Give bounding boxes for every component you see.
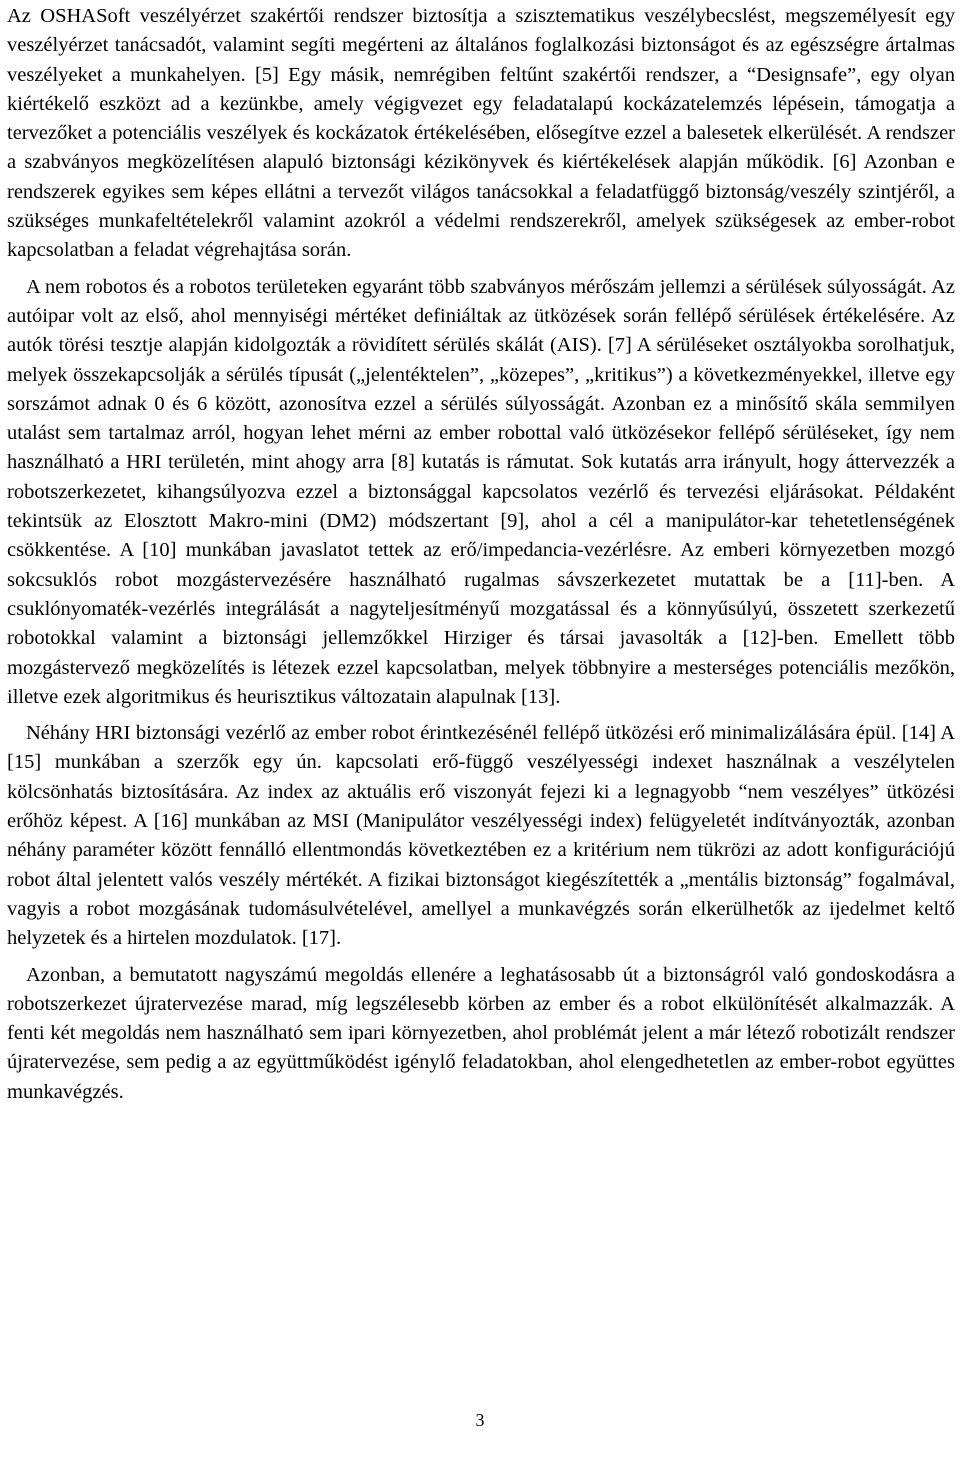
body-text [7, 2, 955, 1107]
page-number: 3 [475, 1410, 485, 1430]
paragraph-injury-metrics: A nem robotos és a robotos területeken egyaránt több szabványos mérőszám jellemzi a sérülések súlyosságát. Az autóipar volt az első, ahol mennyiségi mértéket definiáltak az ütközések során fellépő sérülések értékelésére. Az autók törési tesztje alapján kidolgozták a rövidített sérülés skálát (AIS). [7] A sérüléseket osztályokba sorolhatjuk, melyek összekapcsolják a sérülés típusát („jelentéktelen”, „közepes”, „kritikus”) a következményekkel, illetve egy sorszámot adnak 0 és 6 között, azonosítva ezzel a sérülés súlyosságát. Azonban ez a minősítő skála semmilyen utalást sem tartalmaz arról, hogyan lehet mérni az ember robottal való ütközésekor fellépő sérüléseket, így nem használható a HRI területén, mint ahogy arra [8] kutatás is rámutat. Sok kutatás arra irányult, hogy áttervezzék a robotszerkezetet, kihangsúlyozva ezzel a biztonsággal kapcsolatos vezérlő és tervezési eljárásokat. Példaként tekintsük az Elosztott Makro-mini (DM2) módszertant [9], ahol a cél a manipulátor-kar tehetetlenségének csökkentése. A [10] munkában javaslatot tettek az erő/impedancia-vezérlésre. Az emberi környezetben mozgó sokcsuklós robot mozgástervezésére használható rugalmas sávszerkezetet mutattak be a [11]-ben. A csuklónyomaték-vezérlés integrálását a nagyteljesítményű mozgatással és a könnyűsúlyú, összetett szerkezetű robotokkal valamint a biztonsági jellemzőkkel Hirziger és társai javasolták a [12]-ben. Emellett több mozgástervező megközelítés is létezek ezzel kapcsolatban, melyek többnyire a mesterséges potenciális mezőkön, illetve ezek algoritmikus és heurisztikus változatain alapulnak [13]. [7, 275, 955, 708]
paragraph-oshasoft: Az OSHASoft veszélyérzet szakértői rendszer biztosítja a szisztematikus veszélybecslést, megszemélyesít egy veszélyérzet tanácsadót, valamint segíti megérteni az általános foglalkozási biztonságot és az egészségre ártalmas veszélyeket a munkahelyen. [5] Egy másik, nemrégiben feltűnt szakértői rendszer, a “Designsafe”, egy olyan kiértékelő eszközt ad a kezünkbe, amely végigvezet egy feladatalapú kockázatelemzés lépésein, támogatja a tervezőket a potenciális veszélyek és kockázatok értékelésében, elősegítve ezzel a balesetek elkerülését. A rendszer a szabványos megközelítésen alapuló biztonsági kézikönyvek és kiértékelések alapján működik. [6] Azonban e rendszerek egyikes sem képes ellátni a tervezőt világos tanácsokkal a feladatfüggő biztonság/veszély szintjéről, a szükséges munkafeltételekről valamint azokról a védelmi rendszerekről, amelyek szükségesek az ember-robot kapcsolatban a feladat végrehajtása során. [7, 5, 955, 262]
paragraph-hri-safety-control: Néhány HRI biztonsági vezérlő az ember robot érintkezésénél fellépő ütközési erő minimalizálására épül. [14] A [15] munkában a szerzők egy ún. kapcsolati erő-függő veszélyességi indexet használnak a veszélytelen kölcsönhatás biztosítására. Az index az aktuális erő viszonyát fejezi ki a legnagyobb “nem veszélyes” ütközési erőhöz képest. A [16] munkában az MSI (Manipulátor veszélyességi index) felügyeletét indítványozták, azonban néhány paraméter között fennálló ellentmondás következtében ez a kritérium nem tükrözi az adott konfigurációjú robot által jelentett valós veszély mértékét. A fizikai biztonságot kiegészítették a „mentális biztonság” fogalmával, vagyis a robot mozgásának tudomásulvételével, amellyel a munkavégzés során elkerülhetők az ijedelmet keltő helyzetek és a hirtelen mozdulatok. [17]. [7, 722, 955, 950]
paragraph-conclusion: Azonban, a bemutatott nagyszámú megoldás ellenére a leghatásosabb út a biztonságról való gondoskodásra a robotszerkezet újratervezése marad, míg legszélesebb körben az ember és a robot elkülönítését alkalmazzák. A fenti két megoldás nem használható sem ipari környezetben, ahol problémát jelent a már létező robotizált rendszer újratervezése, sem pedig a az együttműködést igénylő feladatokban, ahol elengedhetetlen az ember-robot együttes munkavégzés. [7, 963, 955, 1103]
